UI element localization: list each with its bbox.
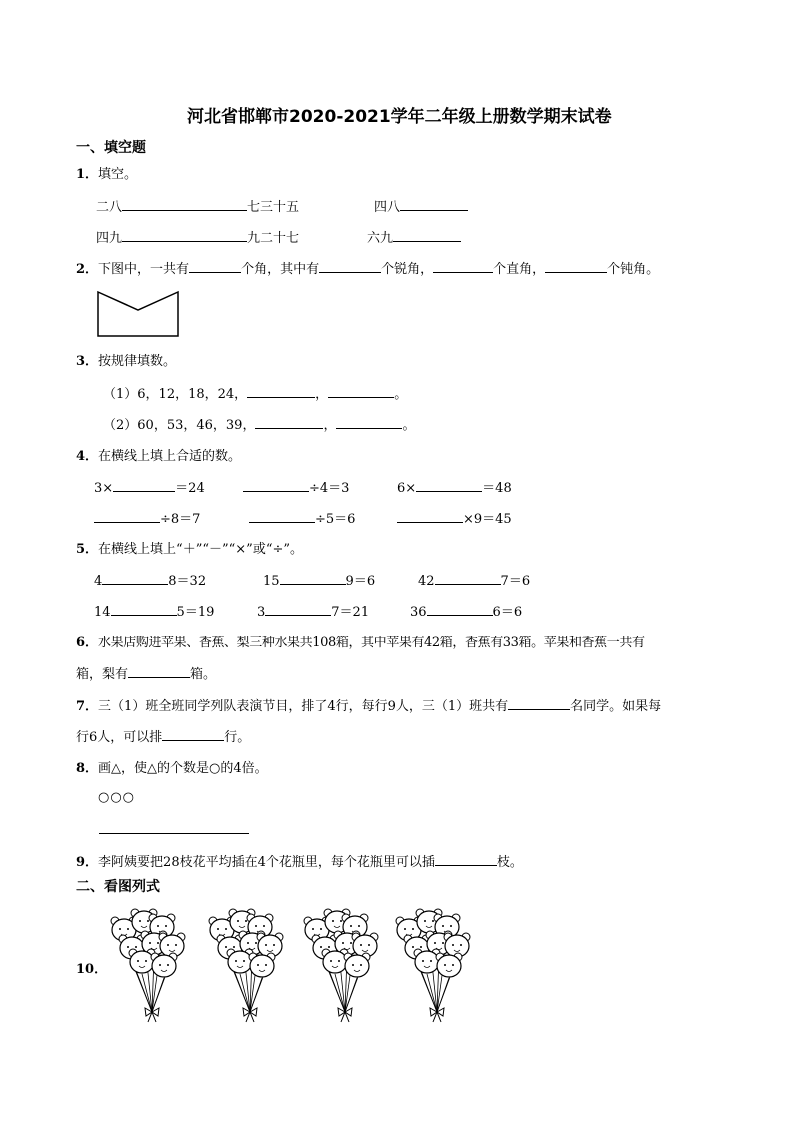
answer-blank[interactable] bbox=[102, 574, 168, 585]
question-number: 6． bbox=[76, 636, 99, 649]
question-3-line-1 bbox=[103, 387, 407, 401]
answer-blank[interactable] bbox=[545, 262, 607, 273]
eq-text: ÷4＝3 bbox=[309, 481, 350, 496]
section-heading-fill-in: 一、填空题 bbox=[76, 140, 146, 156]
balloon-bunch bbox=[304, 909, 378, 1022]
answer-blank[interactable] bbox=[265, 605, 331, 616]
answer-blank[interactable] bbox=[393, 231, 461, 242]
question-number: 5． bbox=[76, 542, 99, 557]
eq-text: 15 bbox=[263, 574, 280, 589]
question-6-line-2 bbox=[76, 667, 216, 681]
answer-blank[interactable] bbox=[122, 231, 247, 242]
balloon-bunches-figure bbox=[100, 900, 500, 1030]
eq-text: 8＝32 bbox=[168, 574, 207, 589]
answer-blank[interactable] bbox=[508, 699, 570, 710]
answer-blank[interactable] bbox=[243, 481, 309, 492]
q5-eq-6 bbox=[410, 605, 522, 619]
question-text: 下图中，一共有 bbox=[98, 262, 190, 277]
q4-eq-6 bbox=[397, 512, 512, 526]
answer-blank[interactable] bbox=[397, 512, 463, 523]
question-text: 水果店购进苹果、香蕉、梨三种水果共108箱，其中苹果有42箱，香蕉有33箱。苹果和香蕉一共有 bbox=[98, 636, 645, 649]
eq-text: ＝48 bbox=[482, 481, 512, 496]
question-1-row-1-col-2 bbox=[374, 200, 468, 214]
answer-blank[interactable] bbox=[319, 262, 381, 273]
answer-blank[interactable] bbox=[247, 387, 315, 398]
item-label: 二八 bbox=[96, 200, 123, 215]
answer-blank[interactable] bbox=[280, 574, 346, 585]
question-text: 箱。 bbox=[190, 667, 217, 682]
question-text: 行。 bbox=[224, 730, 251, 745]
eq-text: ÷5＝6 bbox=[315, 512, 356, 527]
period: 。 bbox=[394, 387, 408, 402]
item-label: 四九 bbox=[96, 231, 123, 246]
question-1-row-2 bbox=[96, 231, 299, 245]
balloon-bunch bbox=[396, 909, 470, 1022]
page-title: 河北省邯郸市2020-2021学年二年级上册数学期末试卷 bbox=[187, 107, 612, 127]
eq-text: ＝24 bbox=[175, 481, 205, 496]
question-1 bbox=[76, 168, 137, 181]
eq-text: ×9＝45 bbox=[463, 512, 512, 527]
q4-eq-5 bbox=[249, 512, 355, 526]
balloon-bunch bbox=[209, 909, 283, 1022]
answer-blank[interactable] bbox=[427, 605, 493, 616]
question-text: 在横线上填上“＋”“－”“×”或“÷”。 bbox=[98, 542, 304, 557]
eq-text: 42 bbox=[418, 574, 435, 589]
question-3 bbox=[76, 355, 176, 368]
question-text: 三（1）班全班同学列队表演节目，排了4行，每行9人，三（1）班共有 bbox=[98, 699, 509, 714]
question-text: 箱，梨有 bbox=[76, 667, 129, 682]
q4-eq-4 bbox=[94, 512, 200, 526]
answer-blank[interactable] bbox=[416, 481, 482, 492]
question-number: 4． bbox=[76, 449, 99, 464]
q5-eq-1 bbox=[94, 574, 206, 588]
q5-eq-3 bbox=[418, 574, 530, 588]
sequence-text: （1）6，12，18，24， bbox=[103, 387, 248, 402]
question-10-number: 10． bbox=[76, 962, 108, 977]
question-1-row-2-col-2 bbox=[367, 231, 461, 245]
separator: ， bbox=[323, 418, 337, 433]
q4-eq-3 bbox=[397, 481, 512, 495]
item-label: 七三十五 bbox=[247, 200, 300, 215]
question-3-line-2 bbox=[103, 418, 415, 432]
question-text: 名同学。如果每 bbox=[570, 699, 662, 714]
question-number: 3． bbox=[76, 354, 99, 369]
answer-blank[interactable] bbox=[435, 855, 497, 866]
question-7-line-1 bbox=[76, 699, 661, 713]
question-number: 2． bbox=[76, 262, 99, 277]
circle-row: ○○○ bbox=[98, 790, 136, 805]
question-text: 在横线上填上合适的数。 bbox=[98, 449, 242, 464]
question-text: 李阿姨要把28枝花平均插在4个花瓶里，每个花瓶里可以插 bbox=[98, 855, 435, 870]
question-5 bbox=[76, 543, 303, 556]
eq-text: 7＝21 bbox=[331, 605, 370, 620]
question-text: 个钝角。 bbox=[607, 262, 660, 277]
item-label: 四八 bbox=[374, 200, 401, 215]
answer-blank[interactable] bbox=[128, 667, 190, 678]
eq-text: 14 bbox=[94, 605, 111, 620]
answer-blank[interactable] bbox=[113, 481, 175, 492]
eq-text: 9＝6 bbox=[345, 574, 376, 589]
eq-text: 3 bbox=[257, 605, 266, 620]
answer-blank[interactable] bbox=[122, 200, 247, 211]
eq-text: 6× bbox=[397, 481, 417, 496]
answer-blank[interactable] bbox=[249, 512, 315, 523]
question-2 bbox=[76, 262, 659, 276]
question-1-row-1 bbox=[96, 200, 299, 214]
question-number: 9． bbox=[76, 855, 99, 870]
eq-text: 4 bbox=[94, 574, 103, 589]
question-4 bbox=[76, 450, 241, 463]
question-text: 填空。 bbox=[98, 167, 138, 182]
answer-blank[interactable] bbox=[162, 730, 224, 741]
drawing-answer-line[interactable] bbox=[99, 833, 249, 834]
question-number: 7． bbox=[76, 699, 99, 714]
q4-eq-2 bbox=[243, 481, 349, 495]
q5-eq-5 bbox=[257, 605, 369, 619]
question-text: 枝。 bbox=[496, 855, 523, 870]
question-text: 画△，使△的个数是○的4倍。 bbox=[98, 761, 268, 776]
eq-text: 3× bbox=[94, 481, 114, 496]
angle-shape-figure bbox=[94, 288, 184, 340]
sequence-text: （2）60，53，46，39， bbox=[103, 418, 256, 433]
eq-text: 7＝6 bbox=[500, 574, 531, 589]
answer-blank[interactable] bbox=[111, 605, 177, 616]
question-number: 1． bbox=[76, 167, 99, 182]
question-text: 按规律填数。 bbox=[98, 354, 177, 369]
answer-blank[interactable] bbox=[336, 418, 402, 429]
period: 。 bbox=[402, 418, 416, 433]
question-text: 个角，其中有 bbox=[241, 262, 320, 277]
answer-blank[interactable] bbox=[255, 418, 323, 429]
q4-eq-1 bbox=[94, 481, 205, 495]
item-label: 九二十七 bbox=[247, 231, 300, 246]
question-8 bbox=[76, 762, 268, 775]
question-9 bbox=[76, 855, 523, 869]
answer-blank[interactable] bbox=[94, 512, 160, 523]
question-text: 个锐角， bbox=[381, 262, 434, 277]
separator: ， bbox=[315, 387, 329, 402]
section-heading-picture-equation: 二、看图列式 bbox=[76, 879, 160, 895]
q5-eq-4 bbox=[94, 605, 214, 619]
q5-eq-2 bbox=[263, 574, 375, 588]
question-text: 个直角， bbox=[493, 262, 546, 277]
answer-blank[interactable] bbox=[189, 262, 241, 273]
answer-blank[interactable] bbox=[435, 574, 501, 585]
question-6-line-1 bbox=[76, 636, 748, 649]
eq-text: 6＝6 bbox=[492, 605, 523, 620]
answer-blank[interactable] bbox=[328, 387, 394, 398]
answer-blank[interactable] bbox=[433, 262, 493, 273]
eq-text: ÷8＝7 bbox=[160, 512, 201, 527]
eq-text: 36 bbox=[410, 605, 427, 620]
balloon-bunch bbox=[111, 909, 185, 1022]
question-number: 8． bbox=[76, 761, 99, 776]
answer-blank[interactable] bbox=[400, 200, 468, 211]
item-label: 六九 bbox=[367, 231, 394, 246]
eq-text: 5＝19 bbox=[176, 605, 215, 620]
question-text: 行6人，可以排 bbox=[76, 730, 163, 745]
question-7-line-2 bbox=[76, 730, 250, 744]
